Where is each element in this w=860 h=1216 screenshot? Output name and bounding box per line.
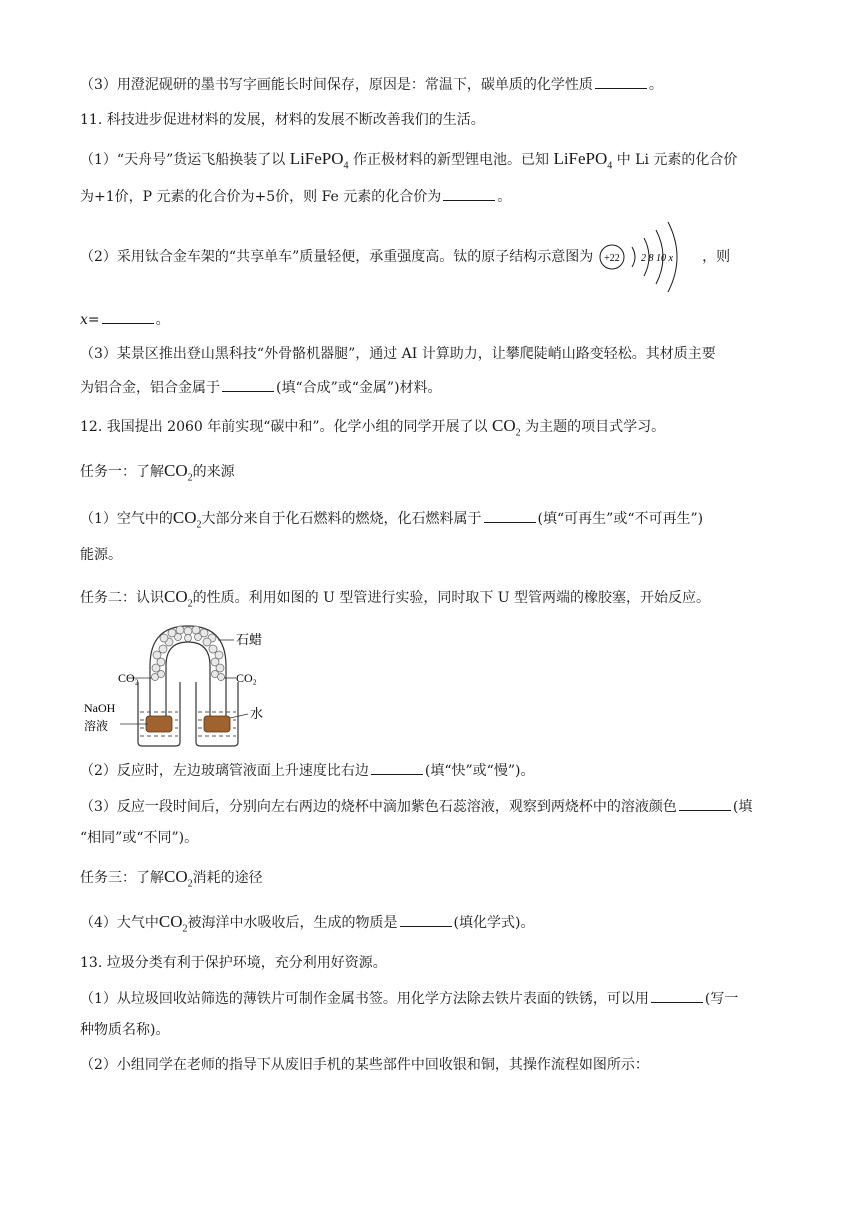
q12-part3-line1: （3）反应一段时间后，分别向左右两边的烧杯中滴加紫色石蕊溶液，观察到两烧杯中的溶液颜色 (填 [80,796,752,817]
formula-lifepo4: LiFePO$_4$ [289,149,349,172]
answer-blank[interactable] [651,988,703,1003]
naoh-label: NaOH [84,701,116,715]
formula-co2: $CO_2$ [172,508,202,531]
answer-blank[interactable] [443,186,495,201]
q11-part3-line1: （3）某景区推出登山黑科技“外骨骼机器腿”，通过 AI 计算助力，让攀爬陡峭山路变轻松。其材质主要 [80,346,716,362]
q12-task2: 任务二：认识$CO_2$的性质。利用如图的 U 型管进行实验，同时取下 U 型管两端的橡胶塞，开始反应。 [80,587,711,610]
q11-stem: 11. 科技进步促进材料的发展，材料的发展不断改善我们的生活。 [80,112,485,128]
shell-labels: 2 8 10 x [640,253,673,264]
answer-blank[interactable] [222,377,274,392]
q11-part2: （2）采用钛合金车架的“共享单车”质量轻便，承重强度高。钛的原子结构示意图为 +22 2 8 10 x ，则 [80,247,730,267]
q11-part3-line2: 为铝合金，铝合金属于 (填“合成”或“金属”)材料。 [80,377,442,398]
q12-task1: 任务一：了解$CO_2$的来源 [80,461,235,484]
q10-part3: （3）用澄泥砚研的墨书写字画能长时间保存，原因是：常温下，碳单质的化学性质 。 [80,74,663,95]
answer-blank[interactable] [371,760,423,775]
titanium-atom-diagram [598,247,698,267]
q12-part4: （4）大气中$CO_2$被海洋中水吸收后，生成的物质是 (填化学式)。 [80,912,535,935]
answer-blank[interactable] [679,796,731,811]
left-beaker [138,682,180,746]
q13-part1-line1: （1）从垃圾回收站筛选的薄铁片可制作金属书签。用化学方法除去铁片表面的铁锈，可以用 (写一 [80,988,738,1009]
formula-co2: $CO_2$ [164,461,193,484]
nucleus-label: +22 [603,253,620,264]
formula-co2: $CO_2$ [164,587,193,610]
q12-part1-line2: 能源。 [80,547,122,563]
formula-co2: $CO_2$ [158,912,188,935]
answer-blank[interactable] [102,309,154,324]
q13-part1-line2: 种物质名称)。 [80,1022,170,1038]
q11-part2-answer: x= 。 [80,309,170,330]
water-label: 水 [250,707,264,722]
q12-part1: （1）空气中的$CO_2$大部分来自于化石燃料的燃烧，化石燃料属于 (填“可再生”或“不可再生”) [80,508,704,531]
q12-part3-line2: “相同”或“不同”)。 [80,830,199,846]
paraffin-beads [152,626,225,681]
answer-blank[interactable] [595,74,647,89]
co2-left-label: CO₂ [118,671,139,685]
paraffin-label: 石蜡 [236,633,263,648]
formula-lifepo4: LiFePO$_4$ [553,149,613,172]
q13-stem: 13. 垃圾分类有利于保护环境，充分利用好资源。 [80,955,387,971]
formula-co2: $CO_2$ [164,867,193,890]
q12-task3: 任务三：了解$CO_2$消耗的途径 [80,867,263,890]
q11-part1-line1: （1）“天舟号”货运飞船换装了以 LiFePO$_4$ 作正极材料的新型锂电池。已知 LiFePO$_4$ 中 Li 元素的化合价 [80,149,738,172]
co2-right-label: CO₂ [236,671,257,685]
solution-label: 溶液 [84,719,109,733]
q12-part2: （2）反应时，左边玻璃管液面上升速度比右边 (填“快”或“慢”)。 [80,760,534,781]
answer-blank[interactable] [400,912,452,927]
formula-co2: $CO_2$ [492,416,521,439]
right-beaker [196,682,238,746]
q11-part1-line2: 为+1价，P 元素的化合价为+5价，则 Fe 元素的化合价为 。 [80,186,511,207]
u-tube-figure [84,622,284,752]
right-support [204,716,230,732]
left-support [146,716,172,732]
q13-part2: （2）小组同学在老师的指导下从废旧手机的某些部件中回收银和铜，其操作流程如图所示： [80,1057,649,1073]
answer-blank[interactable] [484,508,536,523]
q12-stem: 12. 我国提出 2060 年前实现“碳中和”。化学小组的同学开展了以 $CO_2$ 为主题的项目式学习。 [80,416,666,439]
